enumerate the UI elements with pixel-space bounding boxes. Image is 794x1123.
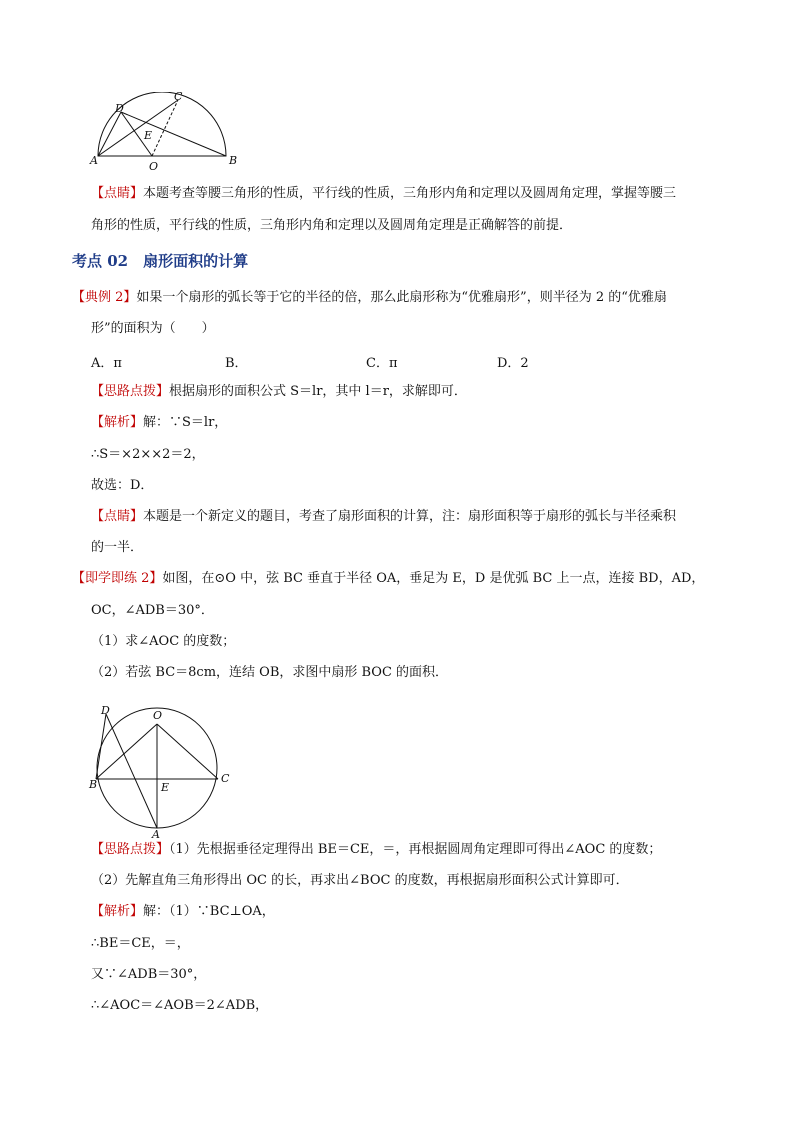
example2-solution-2: ∴S＝×2××2＝2， (91, 447, 205, 462)
example2-line-1 (72, 289, 667, 307)
practice2-solution-4: ∴∠AOC＝∠AOB＝2∠ADB， (91, 998, 269, 1013)
example2-text-1: 如果一个扇形的弧长等于它的半径的倍，那么此扇形称为“优雅扇形”，则半径为 2 的“优雅扇 (136, 290, 667, 305)
practice2-tag: 【即学即练 2】 (72, 571, 163, 586)
option-b: B． (225, 356, 248, 371)
note-text-1: 本题考查等腰三角形的性质，平行线的性质，三角形内角和定理以及圆周角定理，掌握等腰三 (143, 186, 677, 201)
solution-tag: 【解析】 (91, 415, 144, 430)
practice2-line-1 (72, 570, 704, 588)
example2-line-2: 形”的面积为（ ） (91, 321, 215, 336)
example2-note-tag: 【点睛】 (91, 509, 144, 524)
semicircle-figure (88, 92, 238, 172)
practice2-line-2: OC，∠ADB＝30°． (91, 603, 214, 618)
solution-text-1: 解：∵S＝lr， (143, 415, 228, 430)
practice2-q1: （1）求∠AOC 的度数； (91, 634, 236, 649)
fig1-label-e: E (144, 129, 153, 142)
practice2-hint-tag: 【思路点拨】 (91, 842, 170, 857)
hint-text: 根据扇形的面积公式 S＝lr，其中 l＝r，求解即可． (169, 384, 467, 399)
example2-note-2: 的一半． (91, 540, 144, 555)
section-title: 扇形面积的计算 (143, 252, 249, 270)
practice2-q2: （2）若弦 BC＝8cm，连结 OB，求图中扇形 BOC 的面积． (91, 665, 449, 680)
example2-solution-3: 故选：D． (91, 478, 154, 493)
practice2-hint-1 (91, 841, 661, 859)
fig2-label-o: O (153, 709, 163, 722)
practice2-solution-text-1: 解：（1）∵BC⊥OA， (143, 904, 275, 919)
practice2-hint-2: （2）先解直角三角形得出 OC 的长，再求出∠BOC 的度数，再根据扇形面积公式计算即可． (91, 873, 629, 888)
fig1-label-d: D (115, 102, 124, 115)
practice2-solution-3: 又∵∠ADB＝30°， (91, 967, 207, 982)
practice2-solution-2: ∴BE＝CE，＝， (91, 936, 190, 951)
example2-tag: 【典例 2】 (72, 290, 137, 305)
option-c: C．π (366, 356, 398, 371)
example2-solution-1 (91, 414, 227, 432)
note-tag: 【点睛】 (91, 186, 144, 201)
fig1-label-c: C (174, 92, 183, 103)
fig1-label-a: A (90, 154, 98, 167)
practice2-text-1: 如图，在⊙O 中，弦 BC 垂直于半径 OA，垂足为 E，D 是优弧 BC 上一点，连接 BD，AD， (162, 571, 705, 586)
example2-hint (91, 383, 467, 401)
section-heading (72, 252, 248, 270)
fig1-label-b: B (229, 154, 238, 167)
hint-tag: 【思路点拨】 (91, 384, 170, 399)
practice2-hint-text-1: （1）先根据垂径定理得出 BE＝CE，＝，再根据圆周角定理即可得出∠AOC 的度数； (169, 842, 662, 857)
fig2-label-e: E (161, 781, 170, 794)
example2-note-1 (91, 508, 676, 526)
fig2-label-b: B (89, 778, 98, 791)
example2-note-text-1: 本题是一个新定义的题目，考查了扇形面积的计算，注：扇形面积等于扇形的弧长与半径乘积 (143, 509, 677, 524)
fig2-label-a: A (152, 828, 160, 838)
section-number: 考点 02 (72, 252, 129, 270)
note-line-1 (91, 185, 676, 203)
practice2-solution-tag: 【解析】 (91, 904, 144, 919)
option-d: D．2 (497, 356, 529, 371)
fig2-label-c: C (221, 772, 230, 785)
fig1-label-o: O (149, 160, 159, 172)
fig2-label-d: D (101, 704, 110, 717)
note-line-2: 角形的性质，平行线的性质，三角形内角和定理以及圆周角定理是正确解答的前提． (91, 218, 573, 233)
option-a: A．π (91, 356, 122, 371)
circle-figure (86, 698, 236, 838)
practice2-solution-1 (91, 903, 275, 921)
